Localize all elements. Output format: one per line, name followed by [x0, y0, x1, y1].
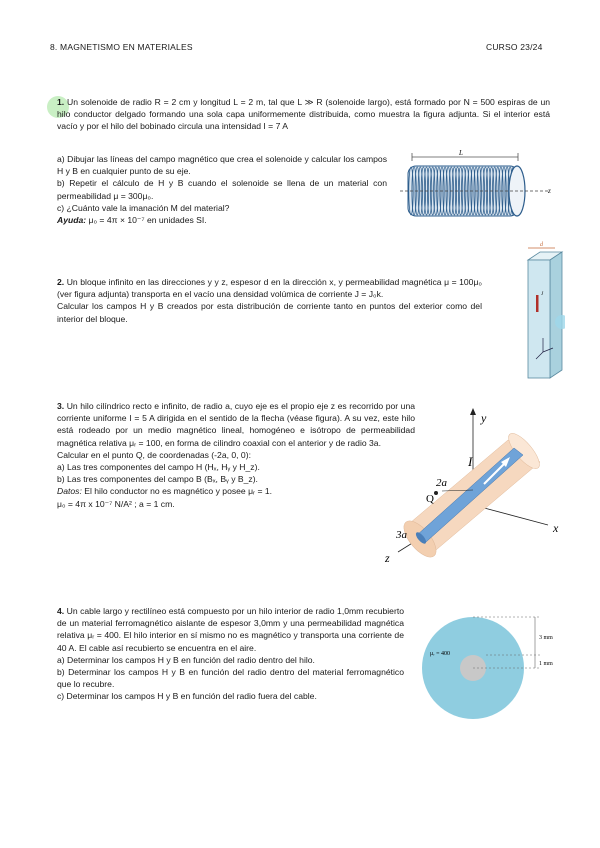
problem-2-statement: Un bloque infinito en las direcciones y y z, espesor d en la dirección x, y permeabilidad magnética μ = 100μ₀ (ver figura adjunta) transporta en el vacío una densidad volúmica de corriente J = J₀k.	[57, 277, 482, 300]
label-mu: μᵣ = 400	[430, 651, 450, 657]
problem-4-a: a) Determinar los campos H y B en función del radio dentro del hilo.	[57, 654, 315, 665]
problem-3-constants: μ₀ = 4π x 10⁻⁷ N/A² ; a = 1 cm.	[57, 498, 175, 509]
problem-4-number: 4.	[57, 606, 65, 616]
block-figure	[505, 240, 565, 385]
problem-1-questions	[57, 153, 387, 226]
problem-4-b: b) Determinar los campos H y B en función del radio dentro del material ferromagnético que lo recubre.	[57, 667, 404, 690]
problem-2-question: Calcular los campos H y B creados por esta distribución de corriente tanto en puntos del exterior como del interior del bloque.	[57, 301, 482, 324]
header-year: CURSO 23/24	[486, 42, 543, 52]
problem-1-c: c) ¿Cuánto vale la imanación M del material?	[57, 202, 230, 213]
problem-1-b: b) Repetir el cálculo de H y B cuando el solenoide se llena de un material con permeabilidad μ = 300μ₀.	[57, 178, 387, 201]
slab-front	[528, 260, 550, 378]
problem-1-intro	[57, 96, 550, 133]
label-I: I	[468, 454, 473, 469]
label-z: z	[548, 187, 551, 195]
label-J: J	[541, 292, 544, 297]
problem-4	[57, 605, 404, 703]
label-2a: 2a	[436, 477, 447, 489]
label-3mm: 3 mm	[539, 635, 553, 641]
cable-figure	[420, 608, 570, 738]
problem-2-number: 2.	[57, 277, 65, 287]
label-x: x	[553, 521, 559, 535]
datos-label: Datos:	[57, 486, 82, 497]
label-Q: Q	[426, 493, 434, 505]
solenoid-figure	[398, 148, 558, 228]
problem-1-number: 1.	[57, 97, 65, 107]
datos-text: El hilo conductor no es magnético y posee μᵣ = 1.	[84, 486, 273, 497]
ayuda-label: Ayuda:	[57, 215, 87, 226]
problem-3	[57, 400, 415, 510]
label-d: d	[540, 242, 543, 248]
problem-4-text	[57, 605, 404, 654]
label-1mm: 1 mm	[539, 661, 553, 667]
problem-1-a: a) Dibujar las líneas del campo magnético que crea el solenoide y calcular los campos H y B en cualquier punto de su eje.	[57, 154, 387, 177]
problem-3-number: 3.	[57, 401, 65, 411]
header-course-title: 8. MAGNETISMO EN MATERIALES	[50, 42, 193, 52]
problem-3-question: Calcular en el punto Q, de coordenadas (-2a, 0, 0):	[57, 449, 251, 460]
label-3a: 3a	[396, 529, 407, 541]
problem-1-text: Un solenoide de radio R = 2 cm y longitud L = 2 m, tal que L ≫ R (solenoide largo), está formado por N = 500 espiras de un hilo conductor delgado formando una sola capa uniformemente distribuida, como muestra la figura adjunta. Si el interior está vacío y por el hilo del bobinado circula una intensidad I = 7 A	[57, 97, 551, 132]
problem-4-c: c) Determinar los campos H y B en función del radio fuera del cable.	[57, 691, 317, 702]
problem-2-text	[57, 276, 482, 300]
problem-3-a: a) Las tres componentes del campo H (Hₓ, Hᵧ y H_z).	[57, 462, 260, 473]
problem-1	[57, 96, 550, 133]
label-y: y	[481, 411, 487, 425]
problem-3-statement: Un hilo cilíndrico recto e infinito, de radio a, cuyo eje es el propio eje z es recorrido por una corriente uniforme I = 5 A dirigida en el sentido de la flecha (véase figura). A su vez, este hilo está rodeado por un medio magnético lineal, homogéneo e isótropo de permeabilidad magnética relativa μᵣ = 100, en forma de cilindro coaxial con el anterior y de radio 3a.	[57, 401, 415, 448]
current-arrow	[536, 295, 539, 312]
problem-3-datos	[57, 485, 415, 497]
problem-2	[57, 276, 482, 325]
problem-1-ayuda	[57, 214, 387, 226]
problem-3-text	[57, 400, 415, 449]
problem-3-b: b) Las tres componentes del campo B (Bₓ, Bᵧ y B_z).	[57, 474, 258, 485]
label-z: z	[385, 551, 390, 565]
label-L: L	[459, 149, 463, 157]
ayuda-text: μ₀ = 4π × 10⁻⁷ en unidades SI.	[88, 215, 207, 226]
problem-4-statement: Un cable largo y rectilíneo está compuesto por un hilo interior de radio 1,0mm recubierto de un material ferromagnético aislante de espesor 3,0mm y una permeabilidad magnética relativa μᵣ = 400. El hilo interior en sí mismo no es magnético y transporta una corriente de 40 A. El cable así recubierto se encuentra en el aire.	[57, 606, 404, 653]
cylinder-figure	[380, 400, 580, 570]
point-Q	[434, 491, 438, 495]
